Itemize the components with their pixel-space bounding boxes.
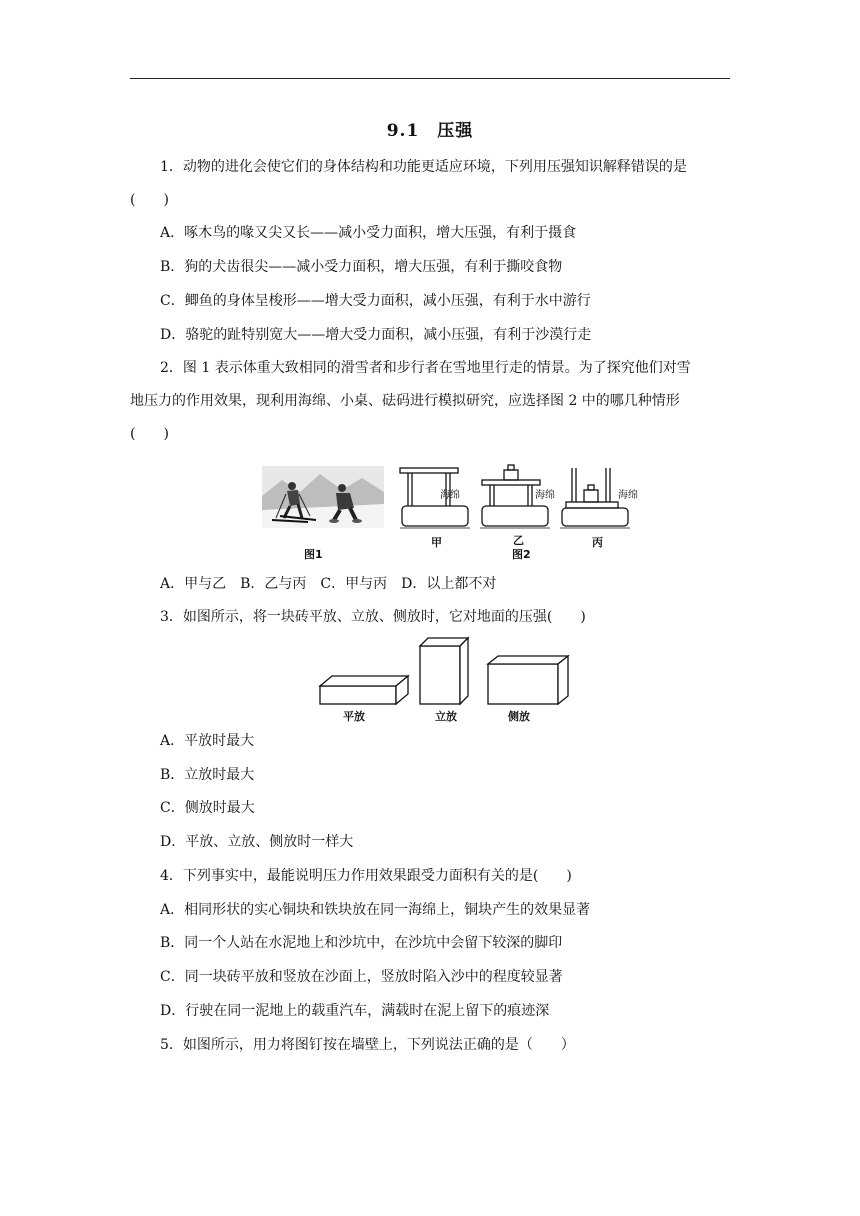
q4-option-a: A．相同形状的实心铜块和铁块放在同一海绵上，铜块产生的效果显著 <box>160 902 591 918</box>
figure-3-bricks <box>318 634 574 706</box>
skier-walker-illustration <box>262 466 384 528</box>
brick-label-side: 侧放 <box>508 710 530 723</box>
sponge-label-1: 海绵 <box>440 490 460 501</box>
header-rule <box>130 78 730 79</box>
q3-option-b: B．立放时最大 <box>160 767 255 783</box>
q3-option-c: C．侧放时最大 <box>160 800 255 816</box>
q1-option-b: B．狗的犬齿很尖——减小受力面积，增大压强，有利于撕咬食物 <box>160 259 563 275</box>
brick-orientation-diagram <box>318 634 574 706</box>
sponge-label-2: 海绵 <box>535 490 555 501</box>
sponge-table-diagram <box>396 458 636 530</box>
figure-1-caption: 图1 <box>304 548 323 561</box>
q4-option-d: D．行驶在同一泥地上的载重汽车，满载时在泥上留下的痕迹深 <box>160 1003 550 1019</box>
q2-stem-cont: 地压力的作用效果，现利用海绵、小桌、砝码进行模拟研究，应选择图 2 中的哪几种情形 <box>130 393 680 409</box>
brick-label-flat: 平放 <box>343 710 365 723</box>
q1-stem: 1．动物的进化会使它们的身体结构和功能更适应环境，下列用压强知识解释错误的是 <box>160 159 687 175</box>
sponge-label-3: 海绵 <box>618 490 638 501</box>
q2-options: A．甲与乙 B．乙与丙 C．甲与丙 D．以上都不对 <box>160 576 497 592</box>
q2-stem: 2．图 1 表示体重大致相同的滑雪者和步行者在雪地里行走的情景。为了探究他们对雪 <box>160 360 691 376</box>
q2-bracket: ( ) <box>130 426 169 442</box>
q5-stem: 5．如图所示，用力将图钉按在墙壁上，下列说法正确的是（ ） <box>160 1037 575 1053</box>
q4-option-c: C．同一块砖平放和竖放在沙面上，竖放时陷入沙中的程度较显著 <box>160 969 563 985</box>
q1-option-c: C．鲫鱼的身体呈梭形——增大受力面积，减小压强，有利于水中游行 <box>160 293 591 309</box>
q1-bracket: ( ) <box>130 192 169 208</box>
figure-2-label-yi: 乙 <box>513 534 524 547</box>
q1-option-a: A．啄木鸟的喙又尖又长——减小受力面积，增大压强，有利于摄食 <box>160 225 577 241</box>
figure-2-diagram <box>396 458 636 530</box>
figure-2-label-bing: 丙 <box>592 536 603 549</box>
figure-1-photo <box>262 466 384 528</box>
q4-option-b: B．同一个人站在水泥地上和沙坑中，在沙坑中会留下较深的脚印 <box>160 935 563 951</box>
figure-2-label-jia: 甲 <box>431 536 442 549</box>
figure-2-caption: 图2 <box>512 548 531 561</box>
brick-label-upright: 立放 <box>435 710 457 723</box>
q1-option-d: D．骆驼的趾特别宽大——增大受力面积，减小压强，有利于沙漠行走 <box>160 327 592 343</box>
q4-stem: 4．下列事实中，最能说明压力作用效果跟受力面积有关的是( ) <box>160 868 572 884</box>
page-title: 9.1 压强 <box>386 121 474 141</box>
q3-option-a: A．平放时最大 <box>160 733 255 749</box>
q3-option-d: D．平放、立放、侧放时一样大 <box>160 834 354 850</box>
q3-stem: 3．如图所示，将一块砖平放、立放、侧放时，它对地面的压强( ) <box>160 609 586 625</box>
